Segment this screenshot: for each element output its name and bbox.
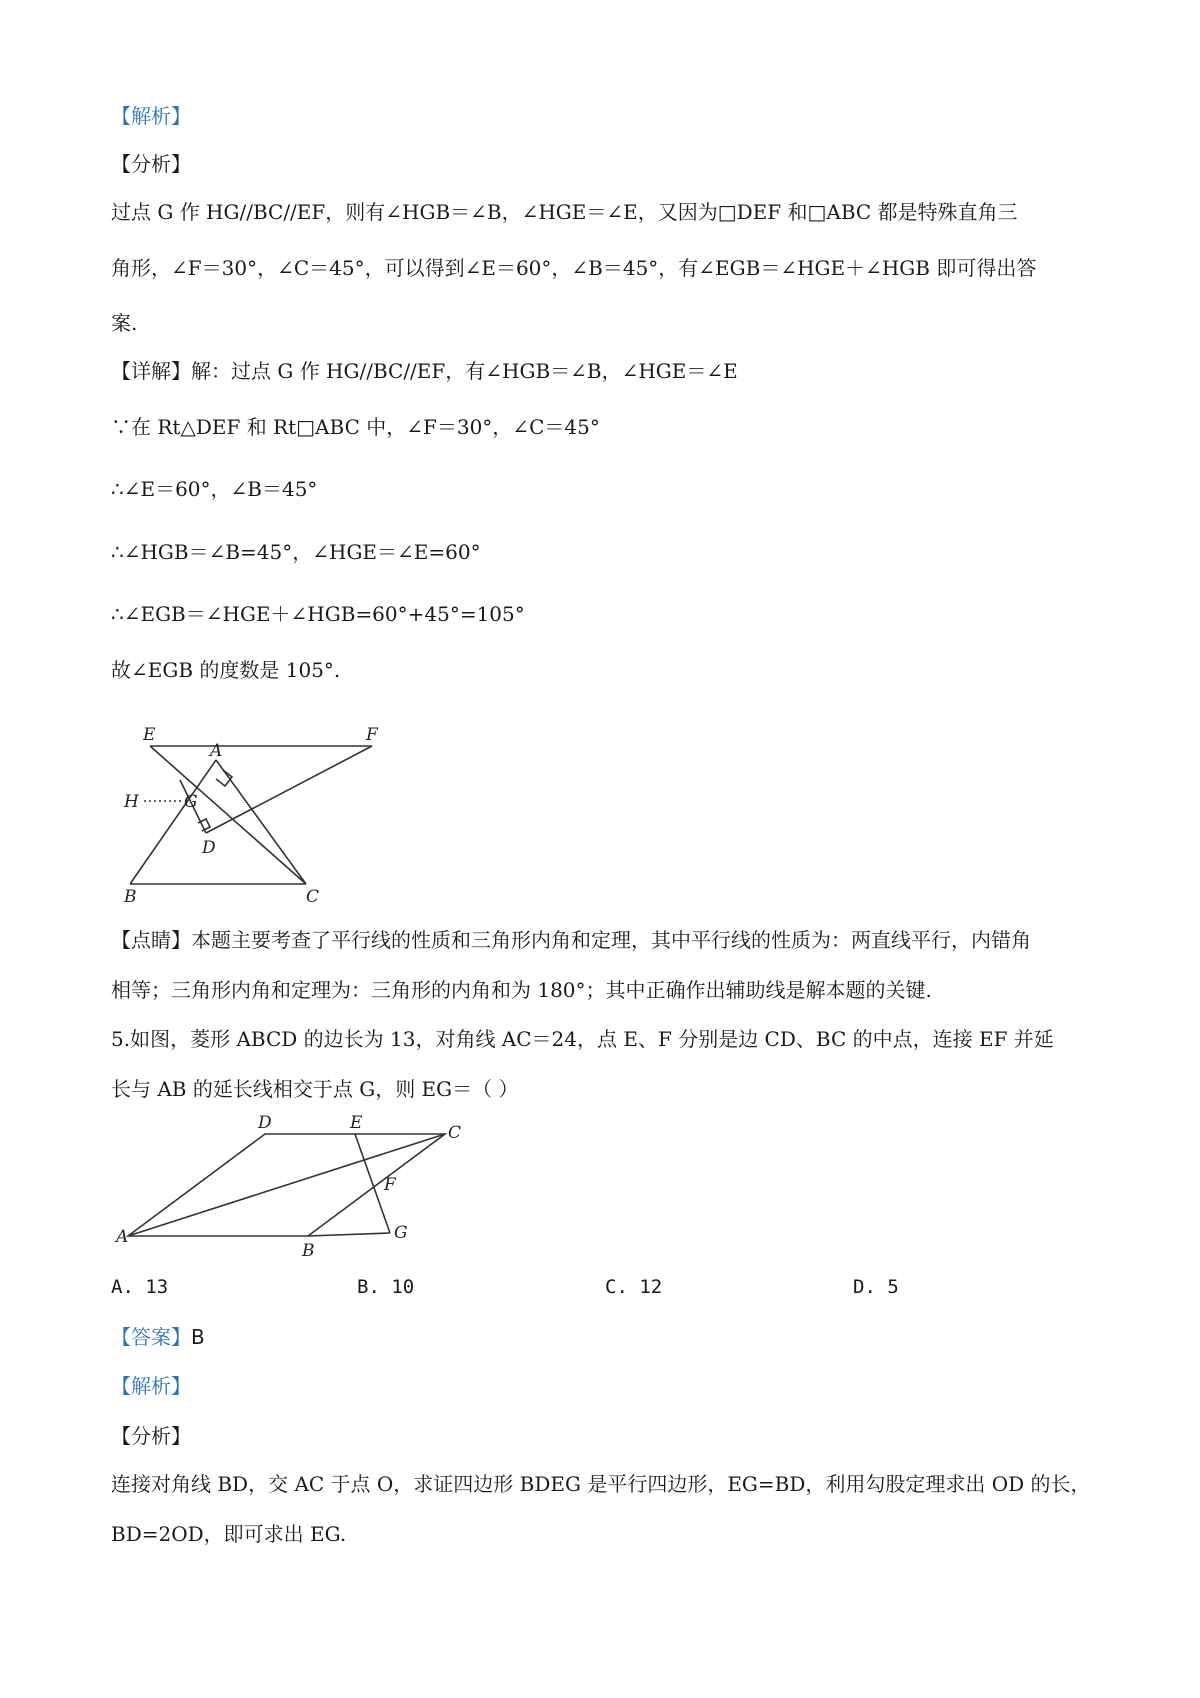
label-d: D bbox=[202, 838, 216, 858]
answer-label: 【答案】 bbox=[111, 1325, 191, 1349]
label-c: C bbox=[306, 887, 320, 905]
choice-b[interactable] bbox=[357, 1276, 414, 1298]
solution-line-2: ∵在 Rt△DEF 和 Rt□ABC 中，∠F＝30°，∠C＝45° bbox=[111, 415, 600, 439]
choice-a-value: 13 bbox=[145, 1276, 169, 1298]
label-f: F bbox=[366, 725, 378, 745]
analysis2-line-1: 连接对角线 BD，交 AC 于点 O，求证四边形 BDEG 是平行四边形，EG=BD，利用勾股定理求出 OD 的长， bbox=[111, 1472, 1091, 1496]
answer-line bbox=[111, 1323, 205, 1351]
answer-value: B bbox=[191, 1325, 205, 1349]
label-b: B bbox=[124, 887, 137, 905]
segment-ac bbox=[216, 760, 306, 884]
choice-b-letter: B. bbox=[357, 1276, 380, 1298]
extension-bg bbox=[308, 1233, 390, 1236]
segment-ba bbox=[130, 760, 216, 884]
label-a: A bbox=[116, 1227, 129, 1247]
triangle-figure bbox=[110, 720, 400, 905]
choice-c-letter: C. bbox=[605, 1276, 628, 1298]
section-heading-fenxi-2: 【分析】 bbox=[111, 1424, 191, 1448]
label-h: H bbox=[124, 792, 139, 812]
solution-line-1: 【详解】解：过点 G 作 HG//BC//EF，有∠HGB＝∠B，∠HGE＝∠E bbox=[111, 359, 738, 383]
question-line-2: 长与 AB 的延长线相交于点 G，则 EG＝（ ） bbox=[111, 1077, 519, 1101]
choice-d-value: 5 bbox=[887, 1276, 899, 1298]
solution-conclusion: 故∠EGB 的度数是 105°. bbox=[111, 658, 341, 682]
solution-line-4: ∴∠HGB＝∠B=45°，∠HGE＝∠E=60° bbox=[111, 540, 481, 564]
section-heading-analysis-2: 【解析】 bbox=[111, 1374, 191, 1398]
segment-fd bbox=[206, 746, 372, 833]
remark-line-2: 相等；三角形内角和定理为：三角形的内角和为 180°；其中正确作出辅助线是解本题的关键. bbox=[111, 978, 932, 1002]
label-g: G bbox=[394, 1223, 408, 1243]
choice-d-letter: D. bbox=[853, 1276, 876, 1298]
label-e: E bbox=[143, 725, 156, 745]
remark-line-1: 【点睛】本题主要考查了平行线的性质和三角形内角和定理，其中平行线的性质为：两直线平行，内错角 bbox=[111, 928, 1031, 952]
rhombus-figure bbox=[110, 1112, 470, 1262]
label-g: G bbox=[184, 792, 198, 812]
label-b: B bbox=[302, 1241, 315, 1261]
label-c: C bbox=[448, 1123, 462, 1143]
solution-line-5: ∴∠EGB＝∠HGE＋∠HGB=60°+45°=105° bbox=[111, 602, 525, 626]
section-heading-analysis: 【解析】 bbox=[111, 104, 191, 128]
segment-ec bbox=[150, 746, 306, 884]
choice-c-value: 12 bbox=[639, 1276, 663, 1298]
label-e: E bbox=[350, 1113, 363, 1133]
diagonal-ac bbox=[128, 1134, 445, 1236]
choice-d[interactable] bbox=[853, 1276, 899, 1298]
choice-a-letter: A. bbox=[111, 1276, 134, 1298]
analysis-line-1: 过点 G 作 HG//BC//EF，则有∠HGB＝∠B，∠HGE＝∠E，又因为□DEF 和□ABC 都是特殊直角三 bbox=[111, 200, 1018, 224]
section-heading-fenxi: 【分析】 bbox=[111, 152, 191, 176]
label-f: F bbox=[384, 1175, 396, 1195]
label-a: A bbox=[210, 741, 223, 761]
question-line-1: 5.如图，菱形 ABCD 的边长为 13，对角线 AC＝24，点 E、F 分别是边 CD、BC 的中点，连接 EF 并延 bbox=[111, 1027, 1054, 1051]
analysis-line-3: 案. bbox=[111, 311, 138, 335]
choice-a[interactable] bbox=[111, 1276, 168, 1298]
label-d: D bbox=[258, 1113, 272, 1133]
analysis2-line-2: BD=2OD，即可求出 EG. bbox=[111, 1522, 347, 1546]
choice-c[interactable] bbox=[605, 1276, 662, 1298]
choice-b-value: 10 bbox=[391, 1276, 415, 1298]
analysis-line-2: 角形，∠F＝30°，∠C＝45°，可以得到∠E＝60°，∠B＝45°，有∠EGB＝∠HGE＋∠HGB 即可得出答 bbox=[111, 256, 1037, 280]
solution-line-3: ∴∠E＝60°，∠B＝45° bbox=[111, 477, 318, 501]
